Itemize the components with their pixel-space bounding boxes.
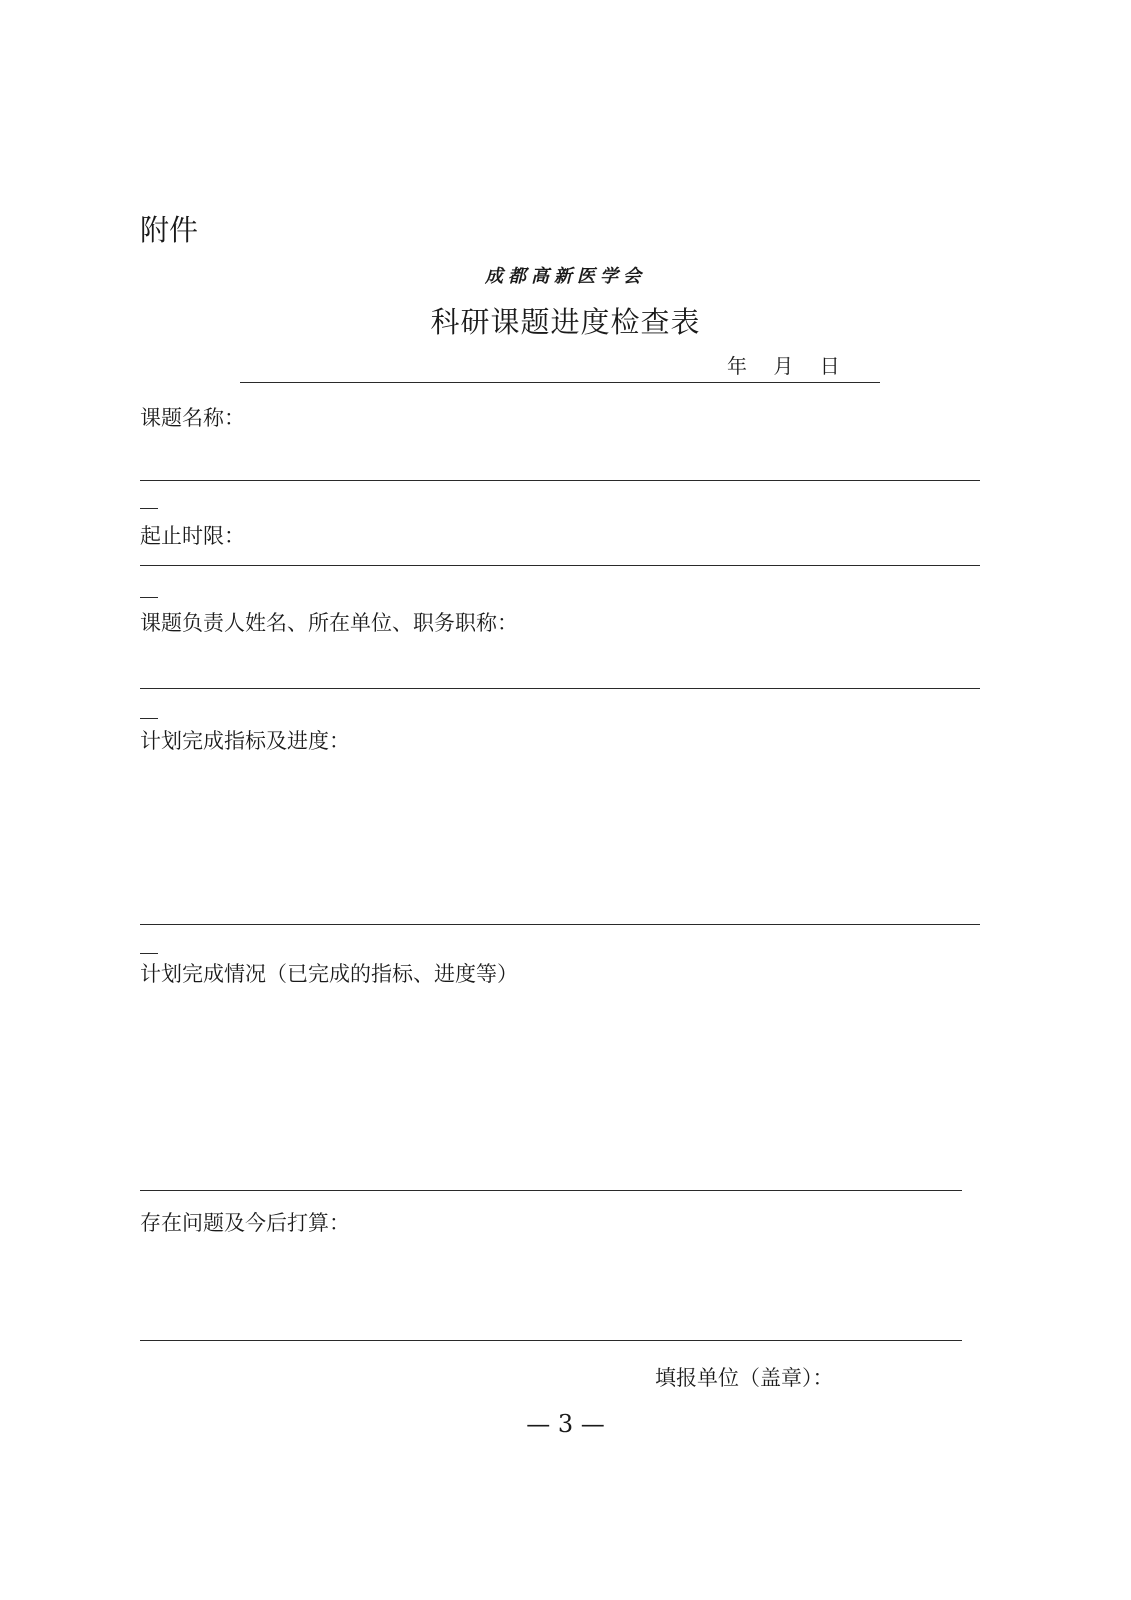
completion-status-label: 计划完成情况（已完成的指标、进度等） — [140, 962, 518, 986]
period-blank[interactable] — [140, 565, 980, 566]
completion-status-blank[interactable] — [140, 1190, 962, 1191]
problems-plans-blank[interactable] — [140, 1340, 962, 1341]
planned-targets-blank-wrap — [140, 953, 158, 954]
topic-name-label: 课题名称： — [140, 406, 245, 430]
problems-plans-label: 存在问题及今后打算： — [140, 1211, 350, 1235]
form-title: 科研课题进度检查表 — [430, 305, 701, 339]
planned-targets-blank[interactable] — [140, 924, 980, 925]
organization-name: 成都高新医学会 — [485, 266, 646, 287]
header-divider — [240, 382, 880, 383]
date-day-label: 日 — [819, 354, 840, 378]
date-month-label: 月 — [773, 354, 794, 378]
period-blank-wrap — [140, 597, 158, 598]
topic-name-blank[interactable] — [140, 480, 980, 481]
sign-unit-label: 填报单位（盖章）： — [655, 1366, 834, 1390]
leader-blank-wrap — [140, 718, 158, 719]
page-number: — 3 — — [526, 1410, 605, 1438]
topic-name-blank-wrap — [140, 508, 158, 509]
leader-label: 课题负责人姓名、所在单位、职务职称： — [140, 611, 518, 635]
attachment-label: 附件 — [140, 213, 199, 247]
date-line — [727, 350, 840, 379]
planned-targets-label: 计划完成指标及进度： — [140, 729, 350, 753]
leader-blank[interactable] — [140, 688, 980, 689]
date-year-label: 年 — [727, 354, 747, 378]
period-label: 起止时限： — [140, 524, 245, 548]
